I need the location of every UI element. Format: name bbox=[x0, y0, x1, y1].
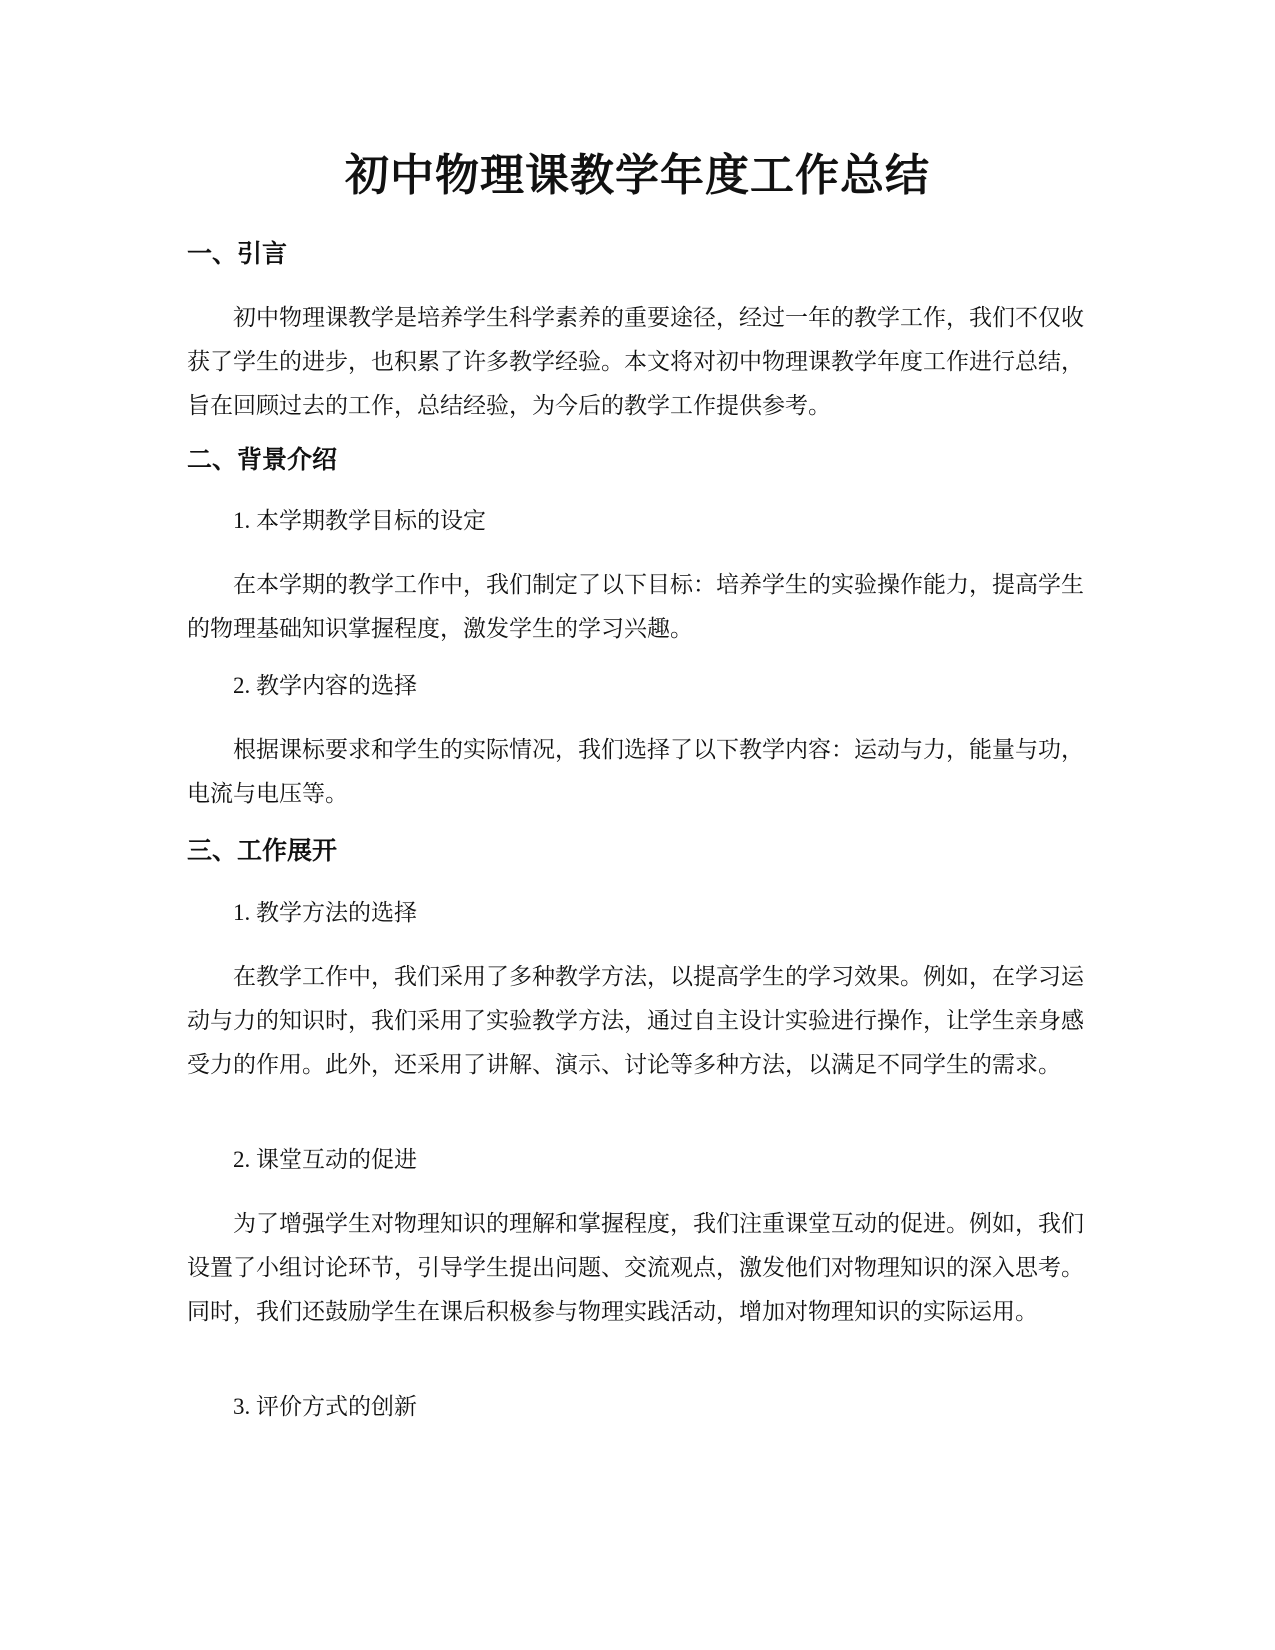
subheading-evaluation-innovation: 3. 评价方式的创新 bbox=[233, 1394, 417, 1419]
subheading-teaching-goals: 1. 本学期教学目标的设定 bbox=[233, 508, 486, 533]
paragraph-intro: 初中物理课教学是培养学生科学素养的重要途径，经过一年的教学工作，我们不仅收获了学生的进步，也积累了许多教学经验。本文将对初中物理课教学年度工作进行总结，旨在回顾过去的工作，总结经验，为今后的教学工作提供参考。 bbox=[187, 305, 1084, 418]
section-heading-intro: 一、引言 bbox=[187, 239, 288, 268]
paragraph-teaching-goals: 在本学期的教学工作中，我们制定了以下目标：培养学生的实验操作能力，提高学生的物理基础知识掌握程度，激发学生的学习兴趣。 bbox=[187, 572, 1084, 641]
section-heading-background: 二、背景介绍 bbox=[187, 445, 338, 474]
subheading-teaching-content: 2. 教学内容的选择 bbox=[233, 673, 417, 698]
page-title: 初中物理课教学年度工作总结 bbox=[345, 150, 930, 201]
section-heading-work: 三、工作展开 bbox=[187, 836, 338, 865]
subheading-teaching-methods: 1. 教学方法的选择 bbox=[233, 900, 417, 925]
subheading-classroom-interaction: 2. 课堂互动的促进 bbox=[233, 1147, 417, 1172]
paragraph-teaching-content: 根据课标要求和学生的实际情况，我们选择了以下教学内容：运动与力，能量与功，电流与电压等。 bbox=[187, 737, 1084, 806]
paragraph-teaching-methods: 在教学工作中，我们采用了多种教学方法，以提高学生的学习效果。例如，在学习运动与力的知识时，我们采用了实验教学方法，通过自主设计实验进行操作，让学生亲身感受力的作用。此外，还采用了讲解、演示、讨论等多种方法，以满足不同学生的需求。 bbox=[187, 964, 1084, 1077]
paragraph-classroom-interaction: 为了增强学生对物理知识的理解和掌握程度，我们注重课堂互动的促进。例如，我们设置了小组讨论环节，引导学生提出问题、交流观点，激发他们对物理知识的深入思考。同时，我们还鼓励学生在课后积极参与物理实践活动，增加对物理知识的实际运用。 bbox=[187, 1211, 1084, 1324]
